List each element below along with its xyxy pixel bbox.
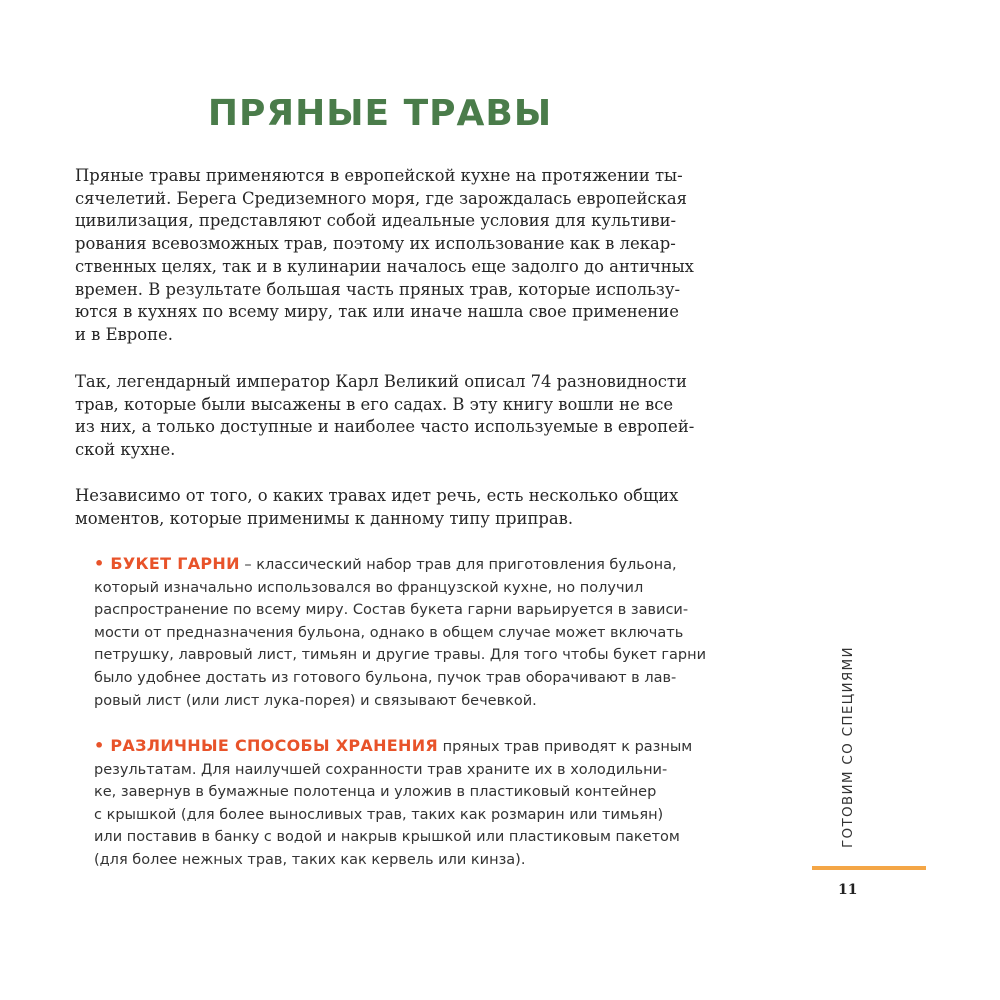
bullet-line: (для более нежных трав, таких как кервель или кинза). <box>94 851 526 868</box>
paragraph-line: Так, легендарный император Карл Великий описал 74 разновидности <box>75 372 687 391</box>
paragraph-line: ственных целях, так и в кулинарии началось еще задолго до античных <box>75 256 694 276</box>
paragraph-general <box>75 485 685 530</box>
paragraph-line: ской кухне. <box>75 440 176 460</box>
bullet-line: распространение по всему миру. Состав букета гарни варьируется в зависи- <box>94 602 689 619</box>
paragraph-line: трав, которые были высажены в его садах. В эту книгу вошли не все <box>75 394 674 414</box>
paragraph-line: и в Европе. <box>75 324 173 344</box>
page-number: 11 <box>838 882 858 898</box>
bullet-line: с крышкой (для более выносливых трав, таких как розмарин или тимьян) <box>94 806 664 823</box>
bullet-line: результатам. Для наилучшей сохранности трав храните их в холодильни- <box>94 761 668 778</box>
page-title: ПРЯНЫЕ ТРАВЫ <box>207 93 553 134</box>
bullet-bouquet-garni <box>94 553 707 712</box>
paragraph-line: цивилизация, представляют собой идеальные условия для культиви- <box>75 211 677 231</box>
paragraph-line: сячелетий. Берега Средиземного моря, где зарождалась европейская <box>75 188 687 208</box>
paragraph-line: рования всевозможных трав, поэтому их использование как в лекар- <box>75 234 676 254</box>
bullet-line: ке, завернув в бумажные полотенца и уложив в пластиковый контейнер <box>94 784 657 801</box>
paragraph-line: Пряные травы применяются в европейской кухне на протяжении ты- <box>75 166 683 185</box>
paragraph-line: из них, а только доступные и наиболее часто используемые в европей- <box>75 417 695 437</box>
bullet-line: мости от предназначения бульона, однако в общем случае может включать <box>94 624 684 641</box>
bullet-first-line <box>94 553 704 577</box>
bullet-heading: • БУКЕТ ГАРНИ <box>94 554 240 573</box>
bullet-line: было удобнее достать из готового бульона, пучок трав оборачивают в лав- <box>94 669 677 686</box>
paragraph-line: ются в кухнях по всему миру, так или иначе нашла свое применение <box>75 302 679 322</box>
bullet-line: или поставив в банку с водой и накрыв крышкой или пластиковым пакетом <box>94 829 680 846</box>
bullet-first-line <box>94 735 704 759</box>
bullet-storage-methods <box>94 735 704 872</box>
bullet-line: петрушку, лавровый лист, тимьян и другие травы. Для того чтобы букет гарни <box>94 647 707 664</box>
bullet-text: – классический набор трав для приготовления бульона, <box>239 557 677 573</box>
paragraph-charlemagne <box>75 371 695 462</box>
paragraph-intro <box>75 165 694 347</box>
bullet-line: ровый лист (или лист лука-порея) и связывают бечевкой. <box>94 692 537 709</box>
bullet-line: который изначально использовался во французской кухне, но получил <box>94 579 644 596</box>
paragraph-line: времен. В результате большая часть пряных трав, которые использу- <box>75 279 681 299</box>
bullet-text: пряных трав приводят к разным <box>438 739 693 755</box>
bullet-heading: • РАЗЛИЧНЫЕ СПОСОБЫ ХРАНЕНИЯ <box>94 736 439 755</box>
chapter-side-label: ГОТОВИМ СО СПЕЦИЯМИ <box>840 646 856 848</box>
paragraph-line: моментов, которые применимы к данному типу приправ. <box>75 508 574 528</box>
side-accent-rule <box>812 866 926 870</box>
paragraph-line: Независимо от того, о каких травах идет речь, есть несколько общих <box>75 486 679 505</box>
